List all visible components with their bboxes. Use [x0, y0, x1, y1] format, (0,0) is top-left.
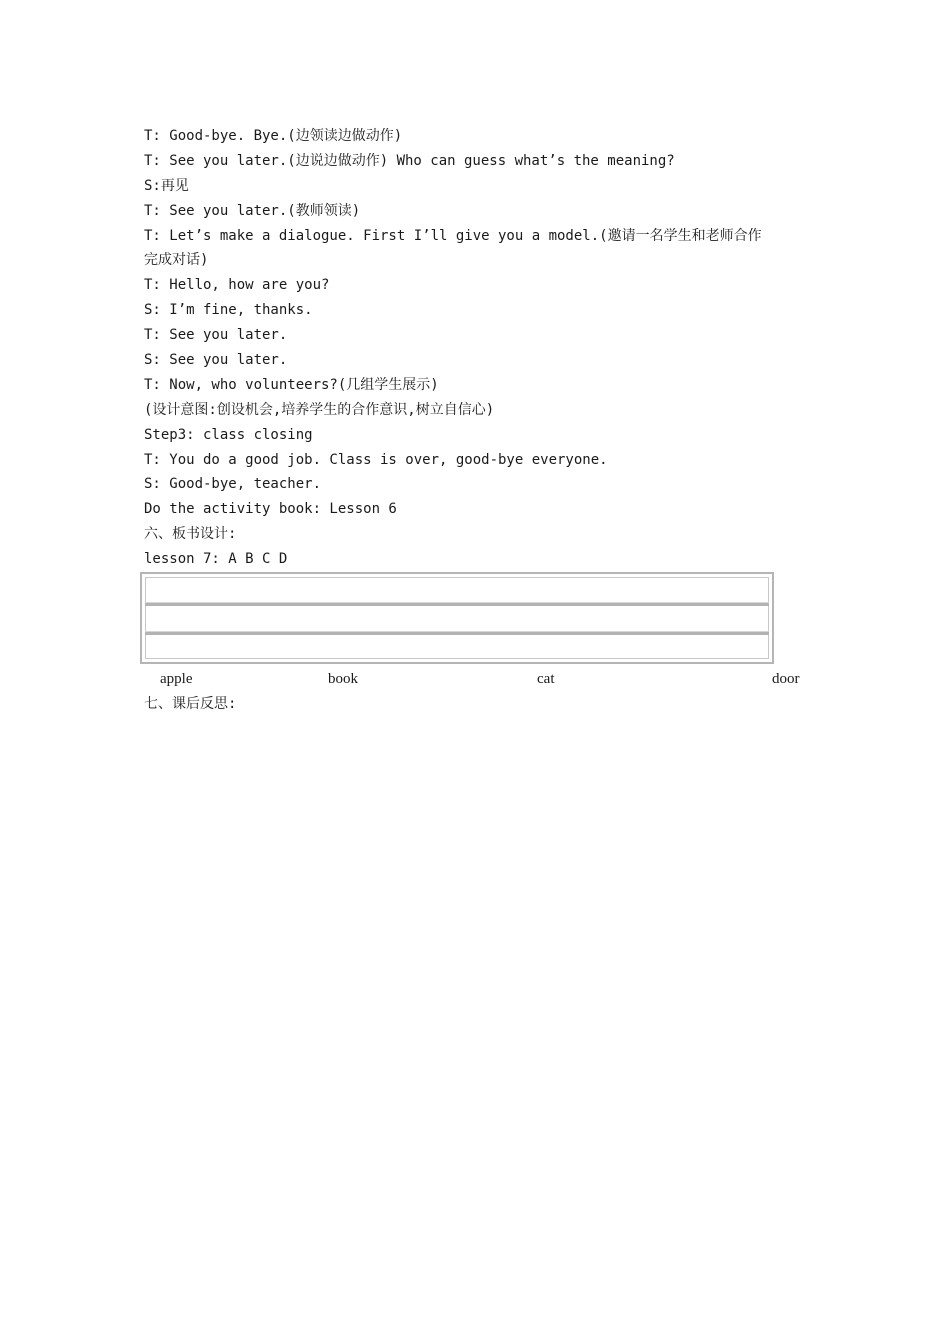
text-line: T: Good-bye. Bye.(边领读边做动作): [144, 128, 403, 144]
writing-board: [140, 572, 774, 664]
text-line: T: See you later.(边说边做动作) Who can guess what’s the meaning?: [144, 152, 675, 169]
text-line: T: See you later.: [144, 327, 288, 344]
board-word-cat: cat: [537, 671, 555, 687]
board-word-book: book: [328, 671, 358, 687]
board-word-apple: apple: [160, 671, 193, 687]
board-words: [0, 668, 950, 690]
text-line: T: See you later.(教师领读): [144, 202, 361, 219]
text-line: Step3: class closing: [144, 426, 313, 443]
text-line: T: You do a good job. Class is over, good-bye everyone.: [144, 451, 608, 468]
board-title: lesson 7: A B C D: [144, 551, 288, 568]
text-line: T: Now, who volunteers?(几组学生展示): [144, 376, 439, 393]
text-line: S:再见: [144, 177, 189, 194]
board-inner-frame: [145, 577, 769, 659]
text-line: S: I’m fine, thanks.: [144, 302, 313, 319]
text-line: T: Hello, how are you?: [144, 277, 330, 294]
text-line: S: See you later.: [144, 352, 288, 369]
lesson-text: [144, 124, 824, 572]
text-line: Do the activity book: Lesson 6: [144, 501, 397, 518]
text-line: S: Good-bye, teacher.: [144, 476, 322, 493]
text-line: 完成对话): [144, 252, 209, 269]
board-rule-line: [145, 602, 769, 606]
section-heading-board: 六、板书设计:: [144, 526, 237, 543]
section-heading-reflection: 七、课后反思:: [144, 696, 237, 712]
board-rule-line: [145, 631, 769, 635]
text-line: (设计意图:创设机会,培养学生的合作意识,树立自信心): [144, 401, 495, 418]
board-word-door: door: [772, 671, 800, 687]
text-line: T: Let’s make a dialogue. First I’ll give you a model.(邀请一名学生和老师合作: [144, 227, 762, 244]
